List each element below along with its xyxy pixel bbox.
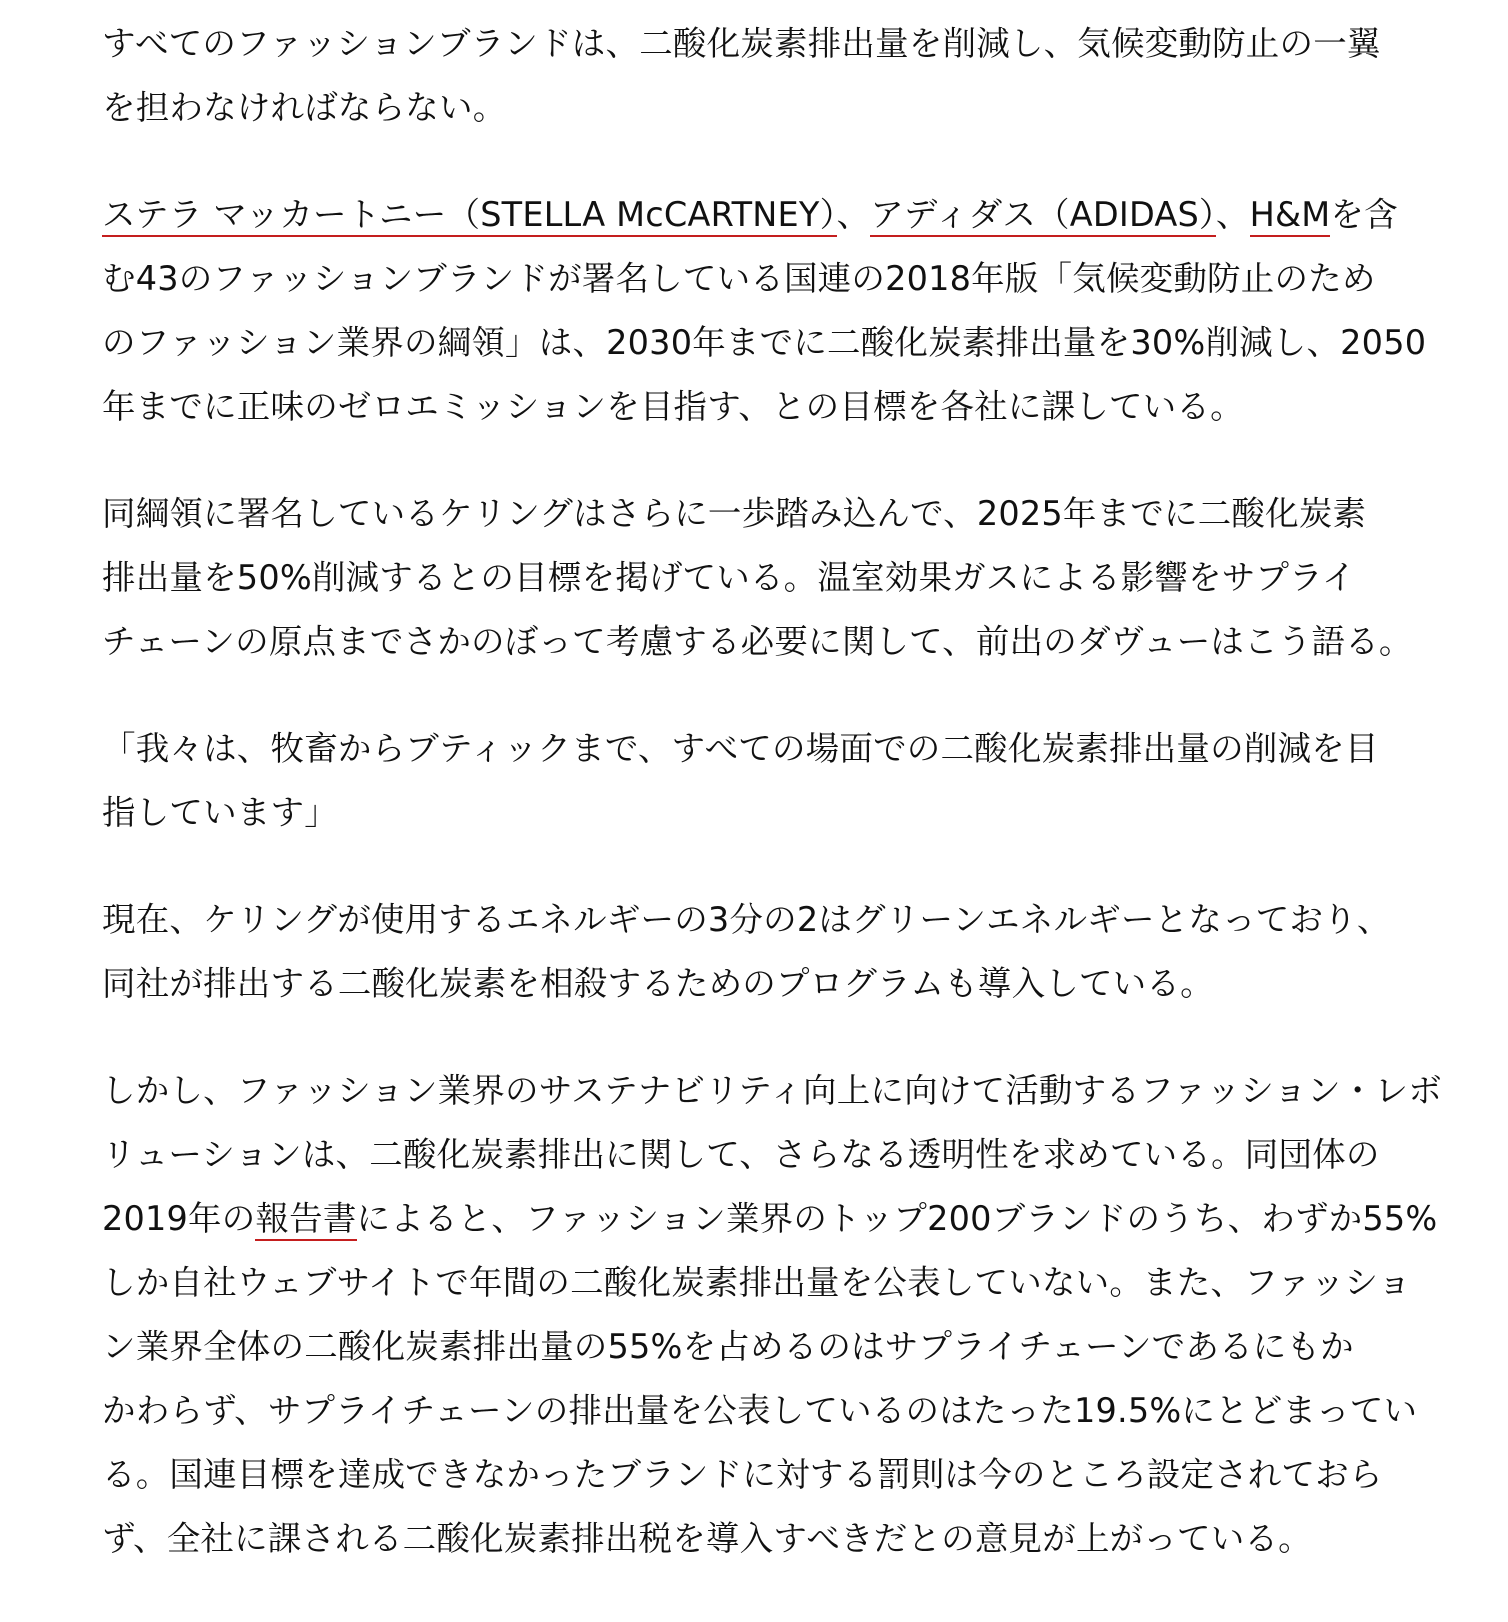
text-fragment: によると、ファッション業界のトップ200ブランドのうち、わずか55% [356, 1199, 1438, 1238]
paragraph-4-quote [102, 717, 1388, 845]
text-line: る。国連目標を達成できなかったブランドに対する罰則は今のところ設定されておら [102, 1455, 1383, 1494]
text-line: む43のファッションブランドが署名している国連の2018年版「気候変動防止のため [102, 259, 1376, 298]
text-line: 「我々は、牧畜からブティックまで、すべての場面での二酸化炭素排出量の削減を目 [102, 729, 1379, 768]
stella-mccartney-link[interactable]: ステラ マッカートニー（STELLA McCARTNEY） [102, 195, 837, 237]
text-line [102, 1187, 1438, 1251]
hm-link[interactable]: H&M [1250, 195, 1331, 237]
adidas-link[interactable]: アディダス（ADIDAS） [870, 195, 1216, 237]
text-line: 指しています」 [102, 793, 338, 832]
text-fragment: 2019年の [102, 1199, 256, 1238]
text-line: ず、全社に課される二酸化炭素排出税を導入すべきだとの意見が上がっている。 [102, 1519, 1312, 1558]
paragraph-3 [102, 482, 1413, 674]
text-line: 排出量を50%削減するとの目標を掲げている。温室効果ガスによる影響をサプライ [102, 558, 1356, 597]
paragraph-2 [102, 183, 1427, 439]
paragraph-5 [102, 888, 1391, 1016]
text-line: かわらず、サプライチェーンの排出量を公表しているのはたった19.5%にとどまってい [102, 1391, 1418, 1430]
text-line: ン業界全体の二酸化炭素排出量の55%を占めるのはサプライチェーンであるにもか [102, 1327, 1354, 1366]
separator: 、 [1215, 195, 1250, 234]
text-line: 同綱領に署名しているケリングはさらに一歩踏み込んで、2025年までに二酸化炭素 [102, 494, 1367, 533]
text-line: を担わなければならない。 [102, 88, 507, 127]
text-line: すべてのファッションブランドは、二酸化炭素排出量を削減し、気候変動防止の一翼 [102, 24, 1381, 63]
text-line: しか自社ウェブサイトで年間の二酸化炭素排出量を公表していない。また、ファッショ [102, 1263, 1412, 1302]
paragraph-6 [102, 1059, 1442, 1571]
text-line: チェーンの原点までさかのぼって考慮する必要に関して、前出のダヴューはこう語る。 [102, 622, 1413, 661]
text-line: 同社が排出する二酸化炭素を相殺するためのプログラムも導入している。 [102, 964, 1214, 1003]
text-line: しかし、ファッション業界のサステナビリティ向上に向けて活動するファッション・レボ [102, 1071, 1442, 1110]
text-line: リューションは、二酸化炭素排出に関して、さらなる透明性を求めている。同団体の [102, 1135, 1380, 1174]
text-line: 現在、ケリングが使用するエネルギーの3分の2はグリーンエネルギーとなっており、 [102, 900, 1391, 939]
text-line: 年までに正味のゼロエミッションを目指す、との目標を各社に課している。 [102, 387, 1244, 426]
paragraph-1 [102, 12, 1388, 140]
separator: 、 [836, 195, 871, 234]
report-link[interactable]: 報告書 [255, 1199, 356, 1241]
text-line: のファッション業界の綱領」は、2030年までに二酸化炭素排出量を30%削減し、2050 [102, 323, 1427, 362]
text-fragment: を含 [1330, 195, 1398, 234]
text-line [102, 183, 1398, 247]
